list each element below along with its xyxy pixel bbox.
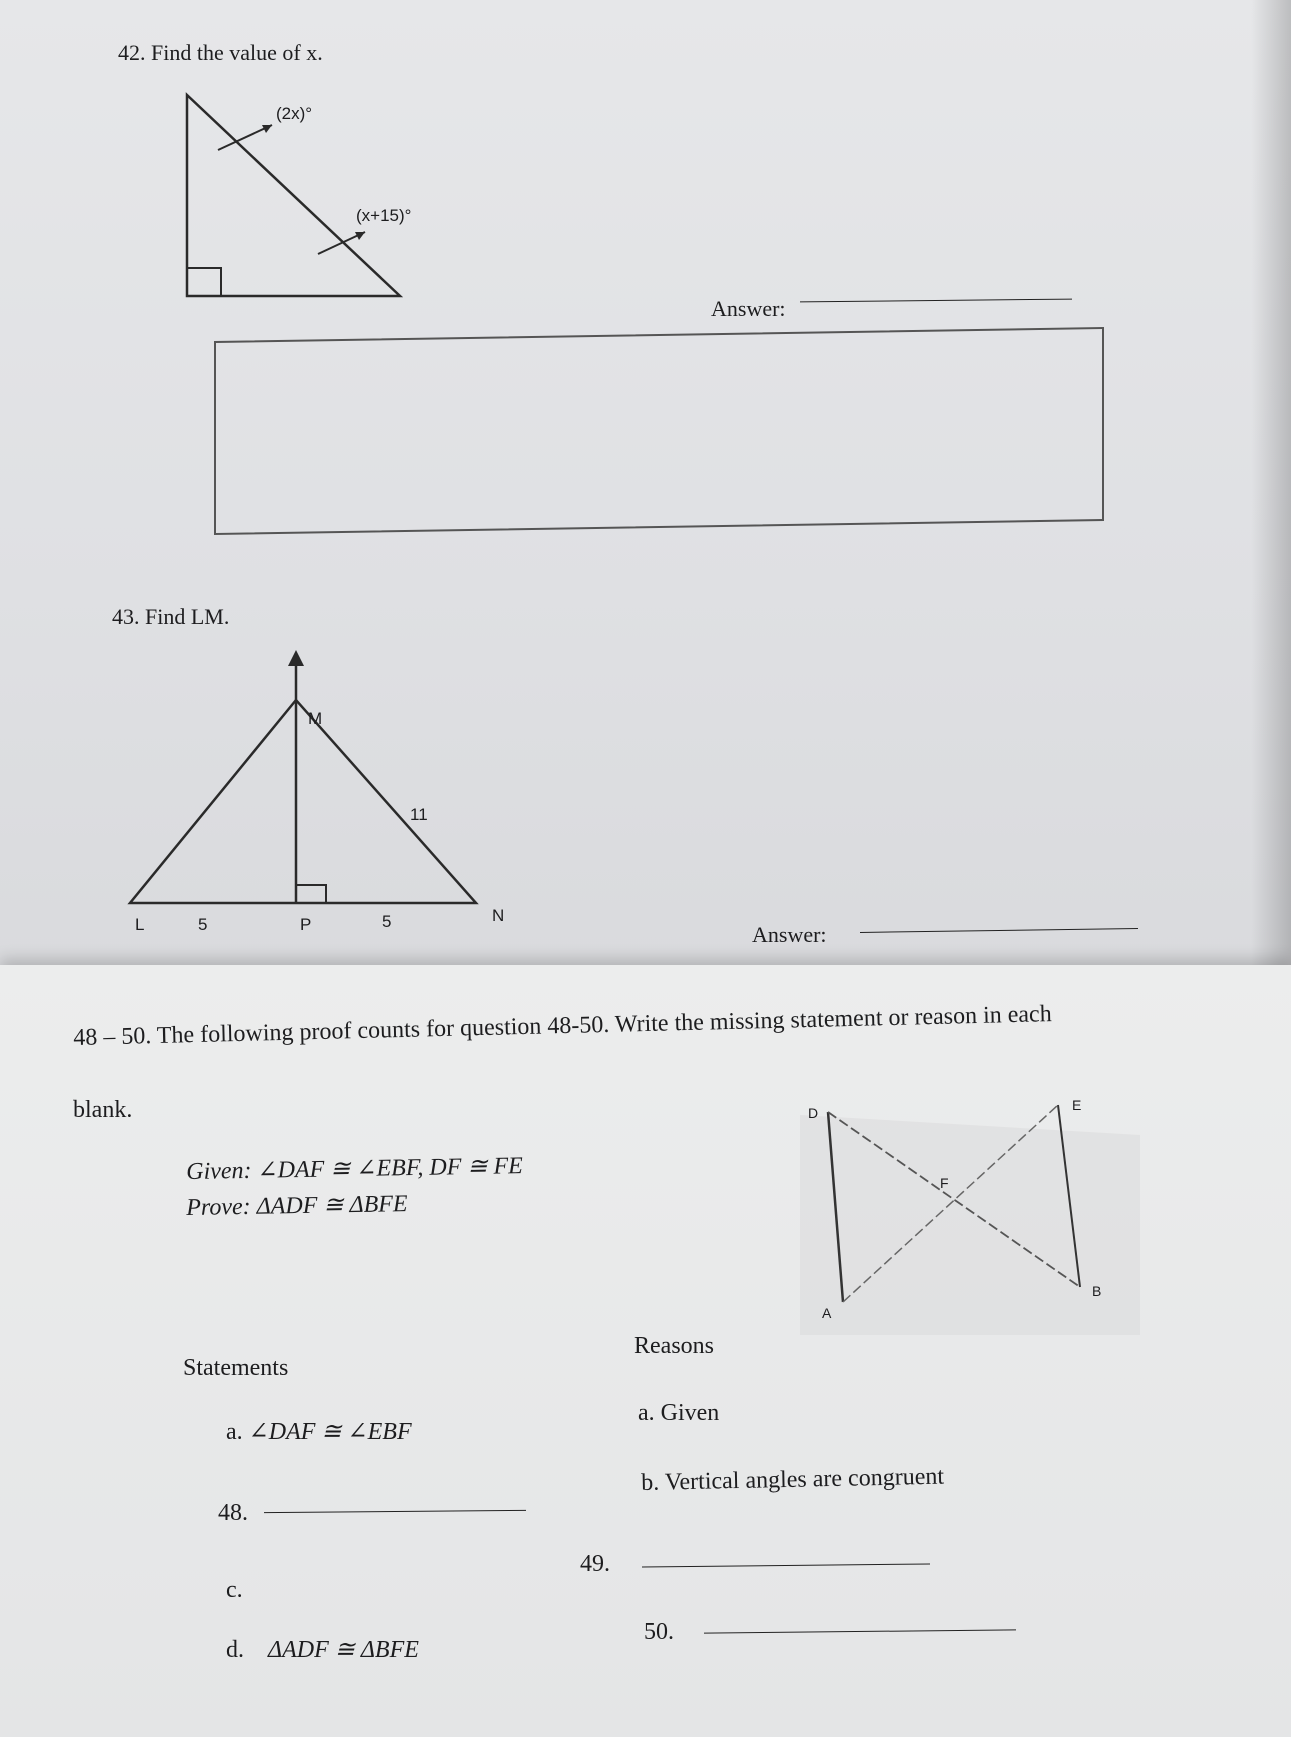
reason-b-text: Vertical angles are congruent xyxy=(664,1463,945,1496)
worksheet-page-bottom xyxy=(0,965,1291,1737)
proof-intro-line2: blank. xyxy=(73,1097,133,1123)
q43-label-n: N xyxy=(492,906,505,925)
statements-header: Statements xyxy=(183,1355,289,1381)
statement-c-label: c. xyxy=(226,1577,243,1603)
proof-label-e: E xyxy=(1072,1097,1082,1113)
proof-given: Given: ∠DAF ≅ ∠EBF, DF ≅ FE xyxy=(186,1153,524,1185)
statement-d-label: d. xyxy=(226,1637,244,1663)
statement-d xyxy=(226,1635,419,1664)
proof-prove: Prove: ΔADF ≅ ΔBFE xyxy=(186,1191,408,1221)
q42-angle-bottom-label: (x+15)° xyxy=(356,206,412,225)
reason-b xyxy=(641,1464,944,1497)
q43-label-l: L xyxy=(135,915,145,934)
proof-bowtie-diagram xyxy=(0,965,1291,1365)
statement-a-label: a. xyxy=(226,1419,243,1445)
statement-48-label: 48. xyxy=(218,1500,248,1526)
proof-label-a: A xyxy=(822,1305,832,1321)
reason-49-label: 49. xyxy=(580,1551,610,1577)
q43-prompt: 43. Find LM. xyxy=(112,604,230,629)
q42-answer-label: Answer: xyxy=(711,296,786,321)
q43-label-lp-length: 5 xyxy=(198,915,208,934)
q43-label-m: M xyxy=(308,709,323,728)
q43-label-mn-length: 11 xyxy=(410,805,428,824)
q43-label-p: P xyxy=(300,915,312,934)
reason-50-blank[interactable] xyxy=(704,1629,1016,1633)
q43-answer-label: Answer: xyxy=(752,922,827,947)
reason-a-label: a. xyxy=(638,1400,655,1426)
statement-a-text: ∠DAF ≅ ∠EBF xyxy=(248,1419,412,1445)
q43-label-pn-length: 5 xyxy=(382,912,392,931)
reason-50-label: 50. xyxy=(644,1619,674,1645)
statement-a xyxy=(226,1417,412,1446)
statement-d-text: ΔADF ≅ ΔBFE xyxy=(268,1637,419,1663)
reason-49-blank[interactable] xyxy=(642,1563,930,1567)
proof-label-f: F xyxy=(940,1175,949,1191)
reason-a-text: Given xyxy=(660,1400,720,1426)
q42-angle-top-label: (2x)° xyxy=(276,104,313,123)
q42-prompt: 42. Find the value of x. xyxy=(118,40,323,65)
proof-label-d: D xyxy=(808,1105,819,1121)
proof-label-b: B xyxy=(1092,1283,1102,1299)
reason-a xyxy=(638,1400,719,1427)
proof-intro-line1: 48 – 50. The following proof counts for question 48-50. Write the missing statement or reason in each xyxy=(73,1001,1052,1051)
reason-b-label: b. xyxy=(641,1469,660,1496)
statement-48-blank[interactable] xyxy=(264,1510,526,1513)
reasons-header: Reasons xyxy=(634,1333,714,1359)
